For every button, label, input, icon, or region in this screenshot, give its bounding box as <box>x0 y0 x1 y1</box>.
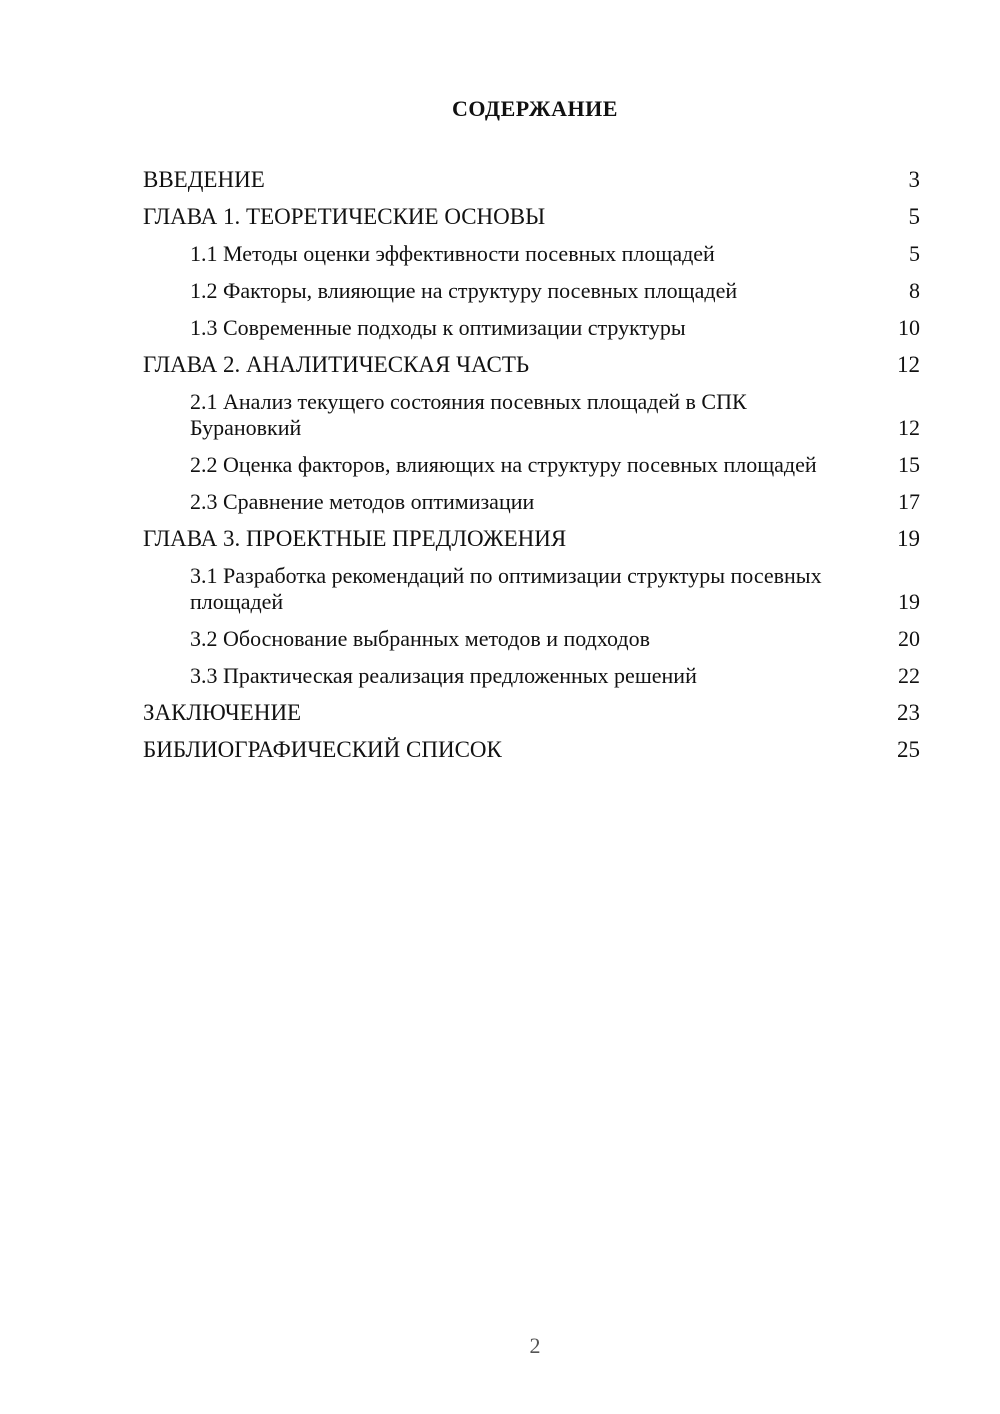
toc-entry-label: БИБЛИОГРАФИЧЕСКИЙ СПИСОК <box>143 737 502 762</box>
toc-entry-page: 19 <box>897 526 920 551</box>
toc-entry-section-3-2[interactable] <box>143 626 920 652</box>
toc-entry-page: 20 <box>898 626 920 651</box>
toc-entry-section-2-3[interactable] <box>143 489 920 515</box>
toc-entry-label: 3.2 Обоснование выбранных методов и подходов <box>190 626 650 651</box>
toc-entry-label: ВВЕДЕНИЕ <box>143 167 265 192</box>
toc-entry-page: 5 <box>909 241 920 266</box>
page-title: СОДЕРЖАНИЕ <box>452 96 618 121</box>
toc-entry-section-3-3[interactable] <box>143 663 920 689</box>
toc-entry-label: 1.3 Современные подходы к оптимизации структуры <box>190 315 686 340</box>
toc-entry-page: 15 <box>898 452 920 477</box>
toc-entry-page: 12 <box>898 415 920 440</box>
toc-entry-page: 25 <box>897 737 920 762</box>
toc-entry-label: 3.1 Разработка рекомендаций по оптимизации структуры посевных площадей <box>190 563 822 614</box>
toc-entry-section-2-1[interactable] <box>143 389 920 441</box>
toc-entry-bibliography[interactable] <box>143 737 920 763</box>
toc-entry-page: 8 <box>909 278 920 303</box>
toc-entry-page: 22 <box>898 663 920 688</box>
toc-entry-chapter-3[interactable] <box>143 526 920 552</box>
toc-entry-label: 1.2 Факторы, влияющие на структуру посевных площадей <box>190 278 738 303</box>
toc-entry-chapter-2[interactable] <box>143 352 920 378</box>
toc-entry-label: 2.1 Анализ текущего состояния посевных площадей в СПК Бурановкий <box>190 389 747 440</box>
toc-entry-label: ГЛАВА 1. ТЕОРЕТИЧЕСКИЕ ОСНОВЫ <box>143 204 546 229</box>
toc-entry-label: ГЛАВА 3. ПРОЕКТНЫЕ ПРЕДЛОЖЕНИЯ <box>143 526 567 551</box>
toc-entry-label: 1.1 Методы оценки эффективности посевных площадей <box>190 241 715 266</box>
toc-entry-page: 19 <box>898 589 920 614</box>
toc-entry-page: 12 <box>897 352 920 377</box>
toc-entry-chapter-1[interactable] <box>143 204 920 230</box>
toc-entry-label: 2.2 Оценка факторов, влияющих на структуру посевных площадей <box>190 452 817 477</box>
toc-entry-section-1-2[interactable] <box>143 278 920 304</box>
toc-entry-label: 3.3 Практическая реализация предложенных решений <box>190 663 697 688</box>
page-number: 2 <box>529 1333 541 1358</box>
toc-entry-section-1-3[interactable] <box>143 315 920 341</box>
toc-entry-page: 23 <box>897 700 920 725</box>
toc-entry-label: 2.3 Сравнение методов оптимизации <box>190 489 535 514</box>
toc-entry-section-1-1[interactable] <box>143 241 920 267</box>
toc-entry-page: 3 <box>908 167 920 192</box>
toc-entry-introduction[interactable] <box>143 167 920 193</box>
toc-entry-label: ЗАКЛЮЧЕНИЕ <box>143 700 302 725</box>
toc-entry-section-2-2[interactable] <box>143 452 920 478</box>
toc-entry-page: 10 <box>898 315 920 340</box>
toc-entry-section-3-1[interactable] <box>143 563 920 615</box>
table-of-contents <box>143 167 920 774</box>
toc-entry-label: ГЛАВА 2. АНАЛИТИЧЕСКАЯ ЧАСТЬ <box>143 352 530 377</box>
toc-entry-page: 5 <box>908 204 920 229</box>
toc-entry-page: 17 <box>898 489 920 514</box>
toc-entry-conclusion[interactable] <box>143 700 920 726</box>
